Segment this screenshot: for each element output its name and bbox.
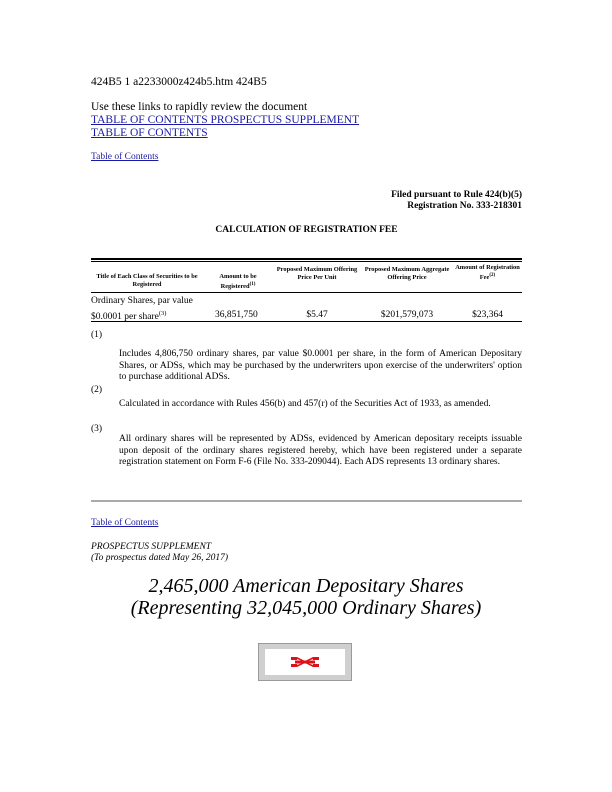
- header-registration-fee: [453, 264, 522, 282]
- prospectus-table-of-contents-link[interactable]: Table of Contents: [91, 518, 159, 528]
- logo-inner-panel: [265, 649, 345, 675]
- row-aggregate-price: $201,579,073: [380, 310, 434, 320]
- header-amount: [203, 273, 273, 291]
- toc-prospectus-supplement-link[interactable]: TABLE OF CONTENTS PROSPECTUS SUPPLEMENT: [91, 114, 360, 126]
- links-intro-text: Use these links to rapidly review the document: [91, 101, 308, 113]
- header-price-per-unit: Proposed Maximum Offering Price Per Unit: [276, 266, 358, 281]
- footnote-text: Calculated in accordance with Rules 456(b) and 457(r) of the Securities Act of 1933, as amended.: [119, 399, 491, 409]
- table-bottom-rule: [91, 321, 522, 322]
- registration-fee-table: [91, 258, 522, 323]
- header-fee-sup: (2): [489, 273, 496, 278]
- row-price-per-unit: $5.47: [306, 310, 328, 320]
- table-top-rule: [91, 258, 522, 262]
- file-header-line: 424B5 1 a2233000z424b5.htm 424B5: [91, 76, 267, 88]
- header-title-of-class: Title of Each Class of Securities to be Registered: [96, 273, 198, 288]
- row-registration-fee: $23,364: [472, 310, 503, 320]
- row-class-line1: Ordinary Shares, par value: [91, 296, 193, 306]
- prospectus-date-note: (To prospectus dated May 26, 2017): [91, 553, 229, 563]
- fee-table-title: CALCULATION OF REGISTRATION FEE: [215, 225, 398, 235]
- table-of-contents-link[interactable]: Table of Contents: [91, 152, 159, 162]
- section-separator: [91, 500, 522, 502]
- header-aggregate-price: Proposed Maximum Aggregate Offering Price: [364, 266, 450, 281]
- filing-rule: Filed pursuant to Rule 424(b)(5): [391, 190, 522, 200]
- company-logo: [258, 643, 352, 681]
- row-amount: 36,851,750: [215, 310, 258, 320]
- registration-number: Registration No. 333-218301: [407, 201, 522, 211]
- prospectus-supplement-label: PROSPECTUS SUPPLEMENT: [91, 542, 212, 552]
- header-bottom-rule: [91, 292, 522, 293]
- footnote-number: (3): [91, 424, 103, 434]
- header-amount-sup: (1): [249, 282, 256, 287]
- header-fee-text: Amount of Registration Fee: [455, 264, 520, 282]
- footnote-text: Includes 4,806,750 ordinary shares, par value $0.0001 per share, in the form of American Depositary Shares, or ADSs, which may be purchased by the underwriters upon exercise of the underwriters' option to purchase additional ADSs.: [119, 349, 522, 382]
- row-class-sup: (3): [158, 310, 167, 317]
- footnote-text: All ordinary shares will be represented by ADSs, evidenced by American depositary receipts issuable upon deposit of the ordinary shares registered hereby, which have been registered under a separate registration statement on Form F-6 (File No. 333-209044). Each ADS represents 13 ordinary shares.: [119, 434, 522, 467]
- toc-link[interactable]: TABLE OF CONTENTS: [91, 127, 208, 139]
- header-amount-text: Amount to be Registered: [219, 273, 257, 291]
- row-class-line2-text: $0.0001 per share: [91, 312, 159, 323]
- offering-title-line1: 2,465,000 American Depositary Shares: [148, 575, 464, 597]
- footnote-number: (1): [91, 330, 103, 340]
- logo-mark-icon: [265, 649, 345, 675]
- offering-title-line2: (Representing 32,045,000 Ordinary Shares): [130, 597, 482, 619]
- footnote-number: (2): [91, 385, 103, 395]
